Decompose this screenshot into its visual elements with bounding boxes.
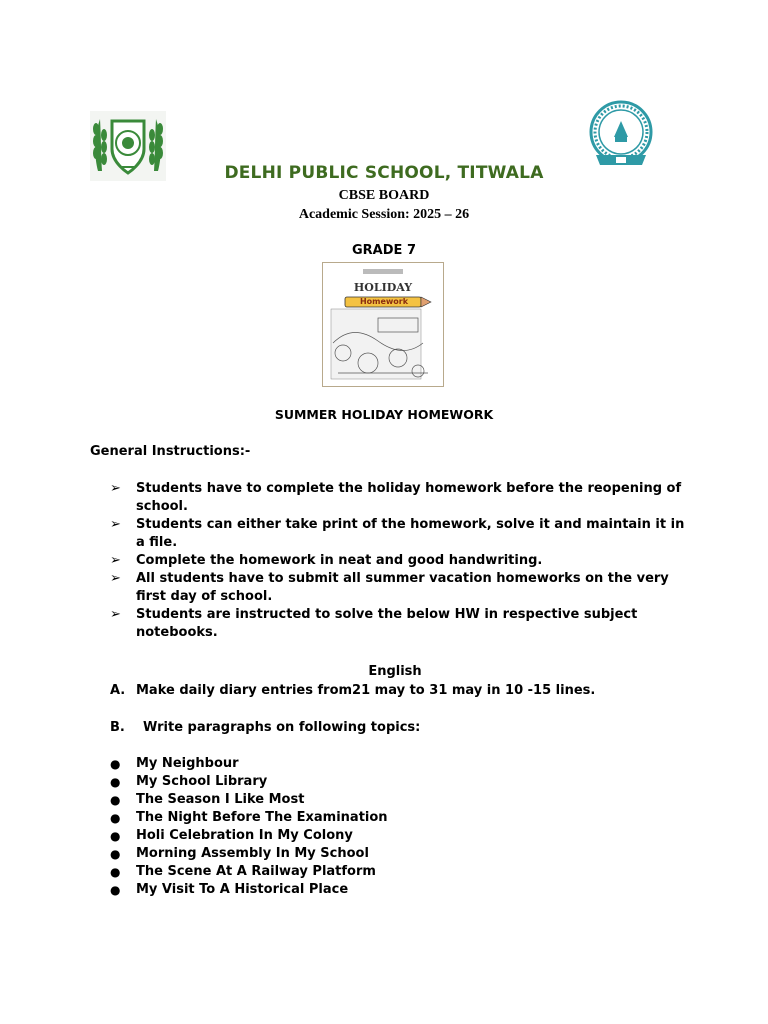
- list-item: A. Make daily diary entries from21 may to 31 may in 10 -15 lines.: [110, 683, 596, 698]
- list-item: ● Holi Celebration In My Colony: [110, 828, 353, 843]
- instructions-heading: General Instructions:-: [90, 444, 251, 459]
- bullet-icon: ●: [110, 811, 121, 825]
- bullet-icon: ●: [110, 829, 121, 843]
- list-item: ➢ Students are instructed to solve the below HW in respective subject notebooks.: [110, 607, 638, 640]
- arrow-bullet-icon: ➢: [110, 553, 121, 568]
- list-item: B. Write paragraphs on following topics:: [110, 720, 421, 735]
- cover-subtitle: Homework: [359, 297, 409, 306]
- grade-label: GRADE 7: [352, 243, 416, 258]
- list-item: ➢ Students have to complete the holiday homework before the reopening of school.: [110, 481, 682, 514]
- arrow-bullet-icon: ➢: [110, 571, 121, 586]
- topics-list: [110, 755, 690, 899]
- cover-title: HOLIDAY: [353, 281, 413, 294]
- page-title: SUMMER HOLIDAY HOMEWORK: [274, 407, 494, 422]
- list-item: ● Morning Assembly In My School: [110, 846, 369, 861]
- holiday-homework-cover-image: [322, 262, 444, 387]
- bullet-icon: ●: [110, 775, 121, 789]
- school-name: DELHI PUBLIC SCHOOL, TITWALA: [224, 163, 544, 183]
- arrow-bullet-icon: ➢: [110, 517, 121, 532]
- academic-session: Academic Session: 2025 – 26: [298, 207, 470, 222]
- bullet-icon: ●: [110, 757, 121, 771]
- arrow-bullet-icon: ➢: [110, 607, 121, 622]
- english-task-a: [110, 682, 690, 700]
- list-item: ● My Neighbour: [110, 756, 239, 771]
- bullet-icon: ●: [110, 883, 121, 897]
- cbse-seal-icon: [588, 99, 654, 173]
- list-item: ● My School Library: [110, 774, 268, 789]
- list-item: ● My Visit To A Historical Place: [110, 882, 349, 897]
- list-item: ➢ Students can either take print of the homework, solve it and maintain it in a file.: [110, 517, 685, 550]
- english-task-b: [110, 719, 690, 737]
- list-item: ● The Season I Like Most: [110, 792, 305, 807]
- instructions-list: [110, 480, 690, 642]
- list-item: ● The Scene At A Railway Platform: [110, 864, 376, 879]
- board-label: CBSE BOARD: [338, 188, 430, 203]
- bullet-icon: ●: [110, 865, 121, 879]
- bullet-icon: ●: [110, 793, 121, 807]
- english-heading: English: [368, 664, 422, 679]
- list-item: ➢ All students have to submit all summer vacation homeworks on the very first day of school.: [110, 571, 669, 604]
- list-item: ➢ Complete the homework in neat and good handwriting.: [110, 553, 543, 568]
- bullet-icon: ●: [110, 847, 121, 861]
- arrow-bullet-icon: ➢: [110, 481, 121, 496]
- list-item: ● The Night Before The Examination: [110, 810, 388, 825]
